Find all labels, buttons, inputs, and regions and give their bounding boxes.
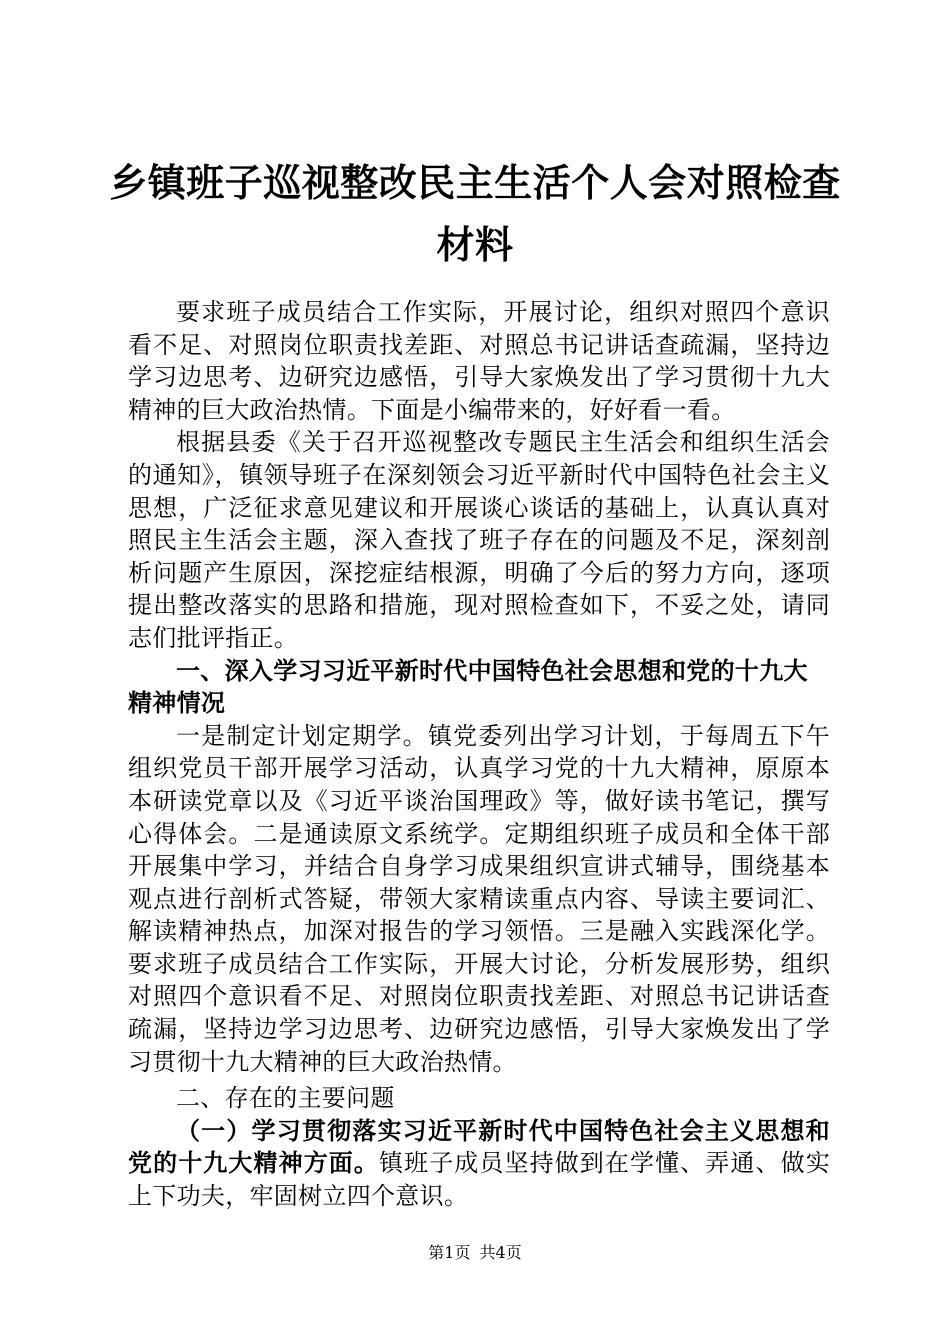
intro-paragraph: 要求班子成员结合工作实际，开展讨论，组织对照四个意识看不足、对照岗位职责找差距、对照总书记讲话查疏漏，坚持边学习边思考、边研究边感悟，引导大家焕发出了学习贯彻十九大精神的巨大政治热情。下面是小编带来的，好好看一看。: [128, 298, 830, 424]
section2-subsection-title: （一）学习贯彻落实习近平新时代中国特色社会主义思想和党的十九大精神方面。: [128, 1115, 830, 1178]
section2-subsection: [128, 1115, 830, 1213]
page-number: 第1页: [428, 1243, 471, 1262]
section2-heading: 二、存在的主要问题: [176, 1084, 395, 1113]
section1-body: 一是制定计划定期学。镇党委列出学习计划，于每周五下午组织党员干部开展学习活动，认真学习党的十九大精神，原原本本研读党章以及《习近平谈治国理政》等，做好读书笔记，撰写心得体会。二是通读原文系统学。定期组织班子成员和全体干部开展集中学习，并结合自身学习成果组织宣讲式辅导，围绕基本观点进行剖析式答疑，带领大家精读重点内容、导读主要词汇、解读精神热点，加深对报告的学习领悟。三是融入实践深化学。要求班子成员结合工作实际，开展大讨论，分析发展形势，组织对照四个意识看不足、对照岗位职责找差距、对照总书记讲话查疏漏，坚持边学习边思考、边研究边感悟，引导大家焕发出了学习贯彻十九大精神的巨大政治热情。: [128, 721, 830, 1076]
section2-subsection-text: 镇班子成员坚持做到在学懂、弄通、做实上下功夫，牢固树立四个意识。: [128, 1149, 830, 1211]
section1-heading: 一、深入学习习近平新时代中国特色社会思想和党的十九大精神情况: [128, 655, 808, 718]
document-title: 乡镇班子巡视整改民主生活个人会对照检查材料: [109, 160, 841, 267]
page-total: 共4页: [479, 1243, 522, 1262]
page-footer: [0, 1243, 950, 1263]
document-body: [128, 296, 830, 1213]
basis-paragraph: 根据县委《关于召开巡视整改专题民主生活会和组织生活会的通知》，镇领导班子在深刻领会习近平新时代中国特色社会主义思想，广泛征求意见建议和开展谈心谈话的基础上，认真认真对照民主生活会主题，深入查找了班子存在的问题及不足，深刻剖析问题产生原因，深挖症结根源，明确了今后的努力方向，逐项提出整改落实的思路和措施，现对照检查如下，不妥之处，请同志们批评指正。: [128, 428, 830, 652]
